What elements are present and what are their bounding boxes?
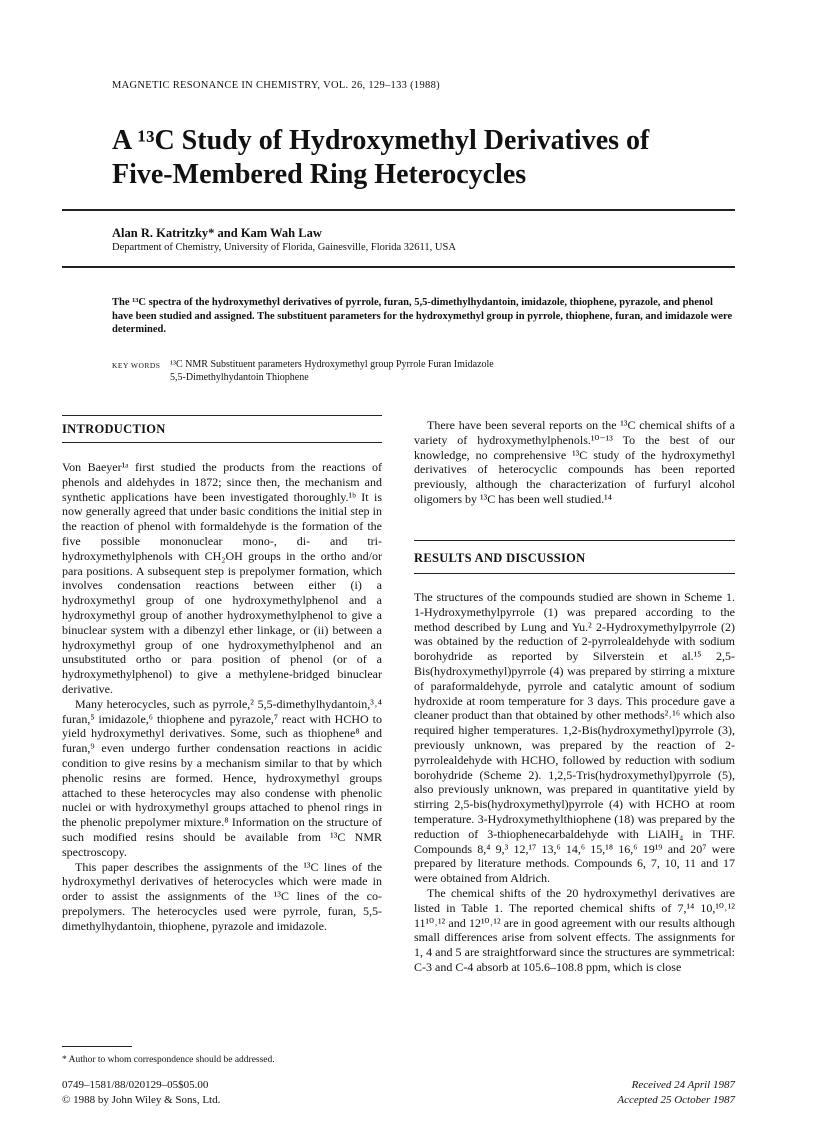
- intro-rule-top: [62, 415, 382, 416]
- running-header: MAGNETIC RESONANCE IN CHEMISTRY, VOL. 26, 129–133 (1988): [112, 80, 440, 91]
- title-line-1: A ¹³C Study of Hydroxymethyl Derivatives of: [112, 125, 650, 156]
- affiliation: Department of Chemistry, University of Florida, Gainesville, Florida 32611, USA: [112, 242, 456, 253]
- article-title: [112, 124, 752, 192]
- authors: Alan R. Katritzky* and Kam Wah Law: [112, 226, 322, 240]
- results-heading: RESULTS AND DISCUSSION: [414, 551, 586, 565]
- footnote-rule: [62, 1046, 132, 1047]
- title-line-2: Five-Membered Ring Heterocycles: [112, 159, 527, 190]
- right-intro-body: [414, 418, 735, 507]
- intro-rule-bottom: [62, 442, 382, 443]
- results-paragraph-1: The structures of the compounds studied are shown in Scheme 1. 1-Hydroxymethylpyrrole (1) was prepared according to the method described by Lung and Yu.² 2-Hydroxymethylpyrrole (2) was obtained by the reduction of 2-pyrrolealdehyde with sodium borohydride as reported by Silverstein et al.¹⁵ 2,5-Bis(hydroxymethyl)pyrrole (4) was prepared by stirring a mixture of paraformaldehyde, pyrrole and catalytic amount of sodium hydroxide at room temperature for 3 days. This procedure gave a cleaner product than that obtained by other methods²˒¹⁶ which also required higher temperatures. 1,2-Bis(hydroxymethyl)pyrrole (3), previously unknown, was prepared by the reaction of 2-pyrrolealdehyde with HCHO, followed by reduction with sodium borohydride (Scheme 2). 1,2,5-Tris(hydroxymethyl)pyrrole (5), also previously unknown, was prepared in quantitative yield by stirring 2,5-bis(hydroxymethyl)pyrrole (4) with HCHO at room temperature. 3-Hydroxymethylthiophene (18) was prepared by the reduction of 3-thiophenecarbaldehyde with LiAlH₄ in THF. Compounds 8,⁴ 9,³ 12,¹⁷ 13,⁶ 14,⁶ 15,¹⁸ 16,⁶ 19¹⁹ and 20⁷ were prepared by literature methods. Compounds 6, 7, 10, 11 and 17 were obtained from Aldrich.: [414, 590, 735, 886]
- results-paragraph-2: The chemical shifts of the 20 hydroxymethyl derivatives are listed in Table 1. The reported chemical shifts of 7,¹⁴ 10,¹⁰˒¹² 11¹⁰˒¹² and 12¹⁰˒¹² are in good agreement with our results although small differences arise from solvent effects. The assignments for 1, 4 and 5 are straightforward since the structures are symmetrical: C-3 and C-4 absorb at 105.6–108.8 ppm, which is close: [414, 885, 735, 974]
- results-rule-top: [414, 540, 735, 541]
- results-rule-bottom: [414, 573, 735, 574]
- title-rule: [62, 209, 735, 211]
- issn-line: 0749–1581/88/020129–05$05.00: [62, 1079, 209, 1091]
- abstract: The ¹³C spectra of the hydroxymethyl derivatives of pyrrole, furan, 5,5-dimethylhydantoin, imidazole, thiophene, pyrazole, and phenol have been studied and assigned. The substituent parameters for the hydroxymethyl group in pyrrole, thiophene, furan, and imidazole were determined.: [112, 297, 733, 335]
- keywords-line-1: ¹³C NMR Substituent parameters Hydroxymethyl group Pyrrole Furan Imidazole: [170, 359, 494, 370]
- intro-paragraph-1: Von Baeyer¹ᵃ first studied the products from the reactions of phenols and aldehydes in 1872; since then, the mechanism and synthetic applications have been investigated thoroughly.¹ᵇ It is now generally agreed that under basic conditions the initial step in the reaction of phenol with formaldehyde is the formation of the five possible mononuclear mono-, di- and tri-hydroxymethylphenols with CH₂OH groups in the ortho and/or para positions. A subsequent step is prepolymer formation, which involves condensation reactions between either (i) a hydroxymethyl group of one hydroxymethylphenol and a hydroxymethyl group of another hydroxymethylphenol to give a binuclear system with a dibenzyl ether linkage, or (ii) between a hydroxymethyl group of one hydroxymethylphenol and an unsubstituted ortho or para position of phenol (or of a hydroxymethylphenol) to give a methylene-bridged binuclear derivative.: [62, 460, 382, 696]
- keywords-label: KEY WORDS: [112, 361, 161, 370]
- results-body: [414, 590, 735, 975]
- keywords-line-2: 5,5-Dimethylhydantoin Thiophene: [170, 372, 309, 383]
- intro-body: [62, 460, 382, 934]
- copyright-line: © 1988 by John Wiley & Sons, Ltd.: [62, 1094, 221, 1106]
- accepted-date: Accepted 25 October 1987: [617, 1094, 735, 1106]
- intro-paragraph-3: This paper describes the assignments of the ¹³C lines of the hydroxymethyl derivatives of heterocycles which were made in order to assist the assignments of the ¹³C lines of the co-prepolymers. The heterocycles used were pyrrole, furan, 5,5-dimethylhydantoin, thiophene, pyrazole and imidazole.: [62, 859, 382, 933]
- received-date: Received 24 April 1987: [631, 1079, 735, 1091]
- author-rule: [62, 266, 735, 268]
- right-paragraph-1: There have been several reports on the ¹³C chemical shifts of a variety of hydroxymethylphenols.¹⁰⁻¹³ To the best of our knowledge, no comprehensive ¹³C study of the hydroxymethyl derivatives of heterocyclic compounds has been reported previously, although the characterization of furfuryl alcohol oligomers by ¹³C has been well studied.¹⁴: [414, 418, 735, 506]
- intro-heading: INTRODUCTION: [62, 422, 166, 436]
- footnote: * Author to whom correspondence should be addressed.: [62, 1055, 275, 1065]
- intro-paragraph-2: Many heterocycles, such as pyrrole,² 5,5-dimethylhydantoin,³˒⁴ furan,⁵ imidazole,⁶ thiophene and pyrazole,⁷ react with HCHO to yield hydroxymethyl derivatives. Some, such as thiophene⁸ and furan,⁹ even undergo further condensation reactions in acidic condition to give resins by a mechanism similar to that by which phenolic resins are formed. Hence, hydroxymethyl groups attached to these heterocycles may also condense with phenolic nuclei or with hydroxymethyl groups attached to phenol rings in the phenolic prepolymer mixture.⁸ Information on the structure of such modified resins should be available from ¹³C NMR spectroscopy.: [62, 696, 382, 859]
